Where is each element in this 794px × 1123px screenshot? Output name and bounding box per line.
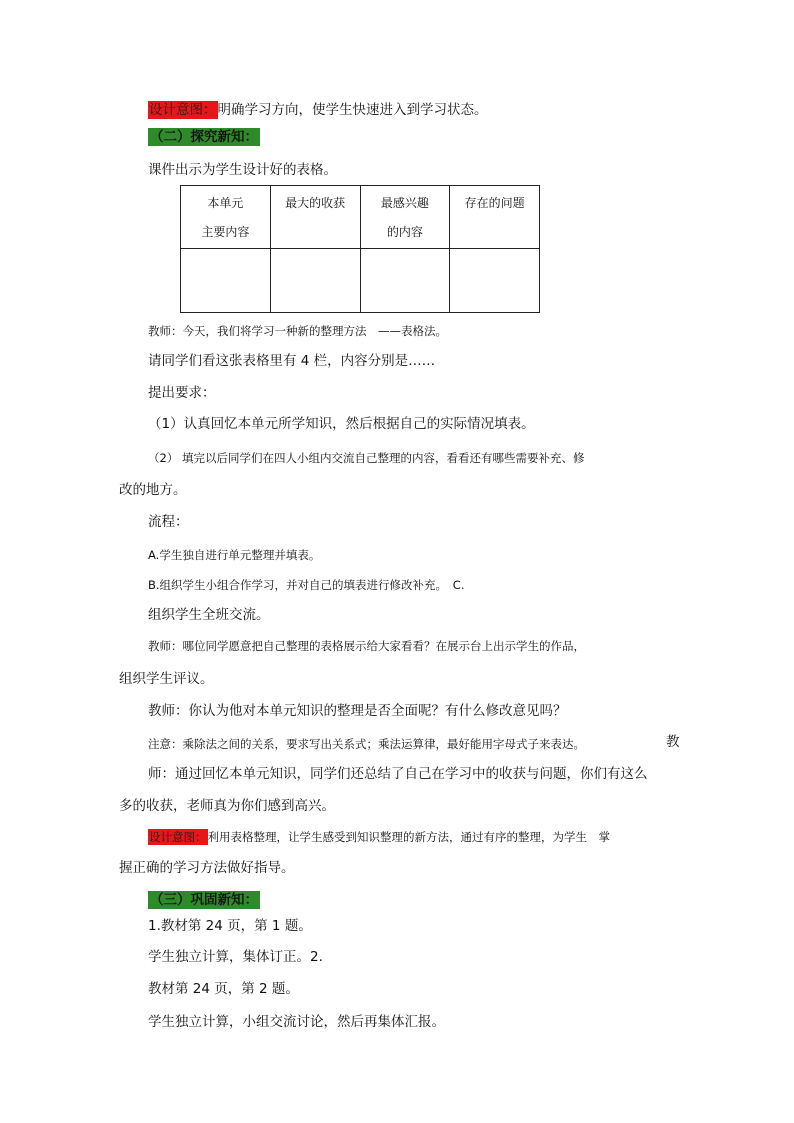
- teacher-statement-2-cont: 组织学生评议。: [119, 671, 214, 687]
- design-intent-tag: 设计意图：: [149, 102, 217, 118]
- section-heading-consolidate: [148, 891, 260, 909]
- section-heading-label: （二）探究新知：: [150, 129, 258, 145]
- table-header-cell: 最大的收获: [270, 186, 360, 249]
- table-cell: [360, 249, 450, 313]
- process-label: 流程：: [148, 514, 189, 530]
- columns-note: 请同学们看这张表格里有 4 栏，内容分别是……: [148, 353, 436, 369]
- table-row: [181, 249, 540, 313]
- exercise-2: 教材第 24 页，第 2 题。: [148, 981, 299, 997]
- requirement-2-cont: 改的地方。: [119, 482, 187, 498]
- design-intent-2: [148, 828, 610, 846]
- table-cell: [270, 249, 360, 313]
- teacher-statement-4: 师：通过回忆本单元知识，同学们还总结了自己在学习中的收获与问题，你们有这么: [148, 766, 648, 782]
- design-intent-2-cont: 握正确的学习方法做好指导。: [119, 860, 295, 876]
- step-c: 组织学生全班交流。: [148, 607, 270, 623]
- summary-table: [180, 185, 540, 313]
- design-intent-tag: 设计意图：: [149, 830, 207, 844]
- step-a: A.学生独自进行单元整理并填表。: [148, 548, 321, 562]
- requirement-1: （1）认真回忆本单元所学知识，然后根据自己的实际情况填表。: [148, 416, 535, 432]
- attention-note-tail: 教: [666, 734, 680, 750]
- section-heading-label: （三）巩固新知：: [150, 892, 258, 908]
- requirements-label: 提出要求：: [148, 385, 216, 401]
- table-header-cell: 存在的问题: [450, 186, 540, 249]
- teacher-statement-3: 教师：你认为他对本单元知识的整理是否全面呢？有什么修改意见吗？: [148, 703, 567, 719]
- design-intent-1: [148, 101, 488, 119]
- exercise-1-work: 学生独立计算，集体订正。2.: [148, 949, 323, 965]
- teacher-statement-2: 教师：哪位同学愿意把自己整理的表格展示给大家看看？在展示台上出示学生的作品，: [148, 639, 585, 653]
- table-header-cell: 本单元 主要内容: [181, 186, 271, 249]
- table-header-row: [181, 186, 540, 249]
- teacher-statement-4-cont: 多的收获，老师真为你们感到高兴。: [119, 798, 335, 814]
- intro-text: 课件出示为学生设计好的表格。: [148, 162, 337, 178]
- exercise-1: 1.教材第 24 页，第 1 题。: [148, 918, 312, 934]
- section-heading-explore: [148, 128, 260, 146]
- design-intent-text: 明确学习方向，使学生快速进入到学习状态。: [217, 102, 488, 118]
- table-header-cell: 最感兴趣 的内容: [360, 186, 450, 249]
- table-cell: [450, 249, 540, 313]
- design-intent-text: 利用表格整理，让学生感受到知识整理的新方法，通过有序的整理，为学生 掌: [207, 830, 610, 844]
- attention-note: 注意：乘除法之间的关系，要求写出关系式；乘法运算律，最好能用字母式子来表达。: [148, 737, 585, 751]
- step-b: B.组织学生小组合作学习，并对自己的填表进行修改补充。 C.: [148, 578, 465, 592]
- table-cell: [181, 249, 271, 313]
- requirement-2: （2） 填完以后同学们在四人小组内交流自己整理的内容，看看还有哪些需要补充、修: [148, 451, 585, 465]
- exercise-2-work: 学生独立计算，小组交流讨论，然后再集体汇报。: [148, 1014, 445, 1030]
- teacher-statement-1: 教师：今天，我们将学习一种新的整理方法 ——表格法。: [148, 324, 447, 338]
